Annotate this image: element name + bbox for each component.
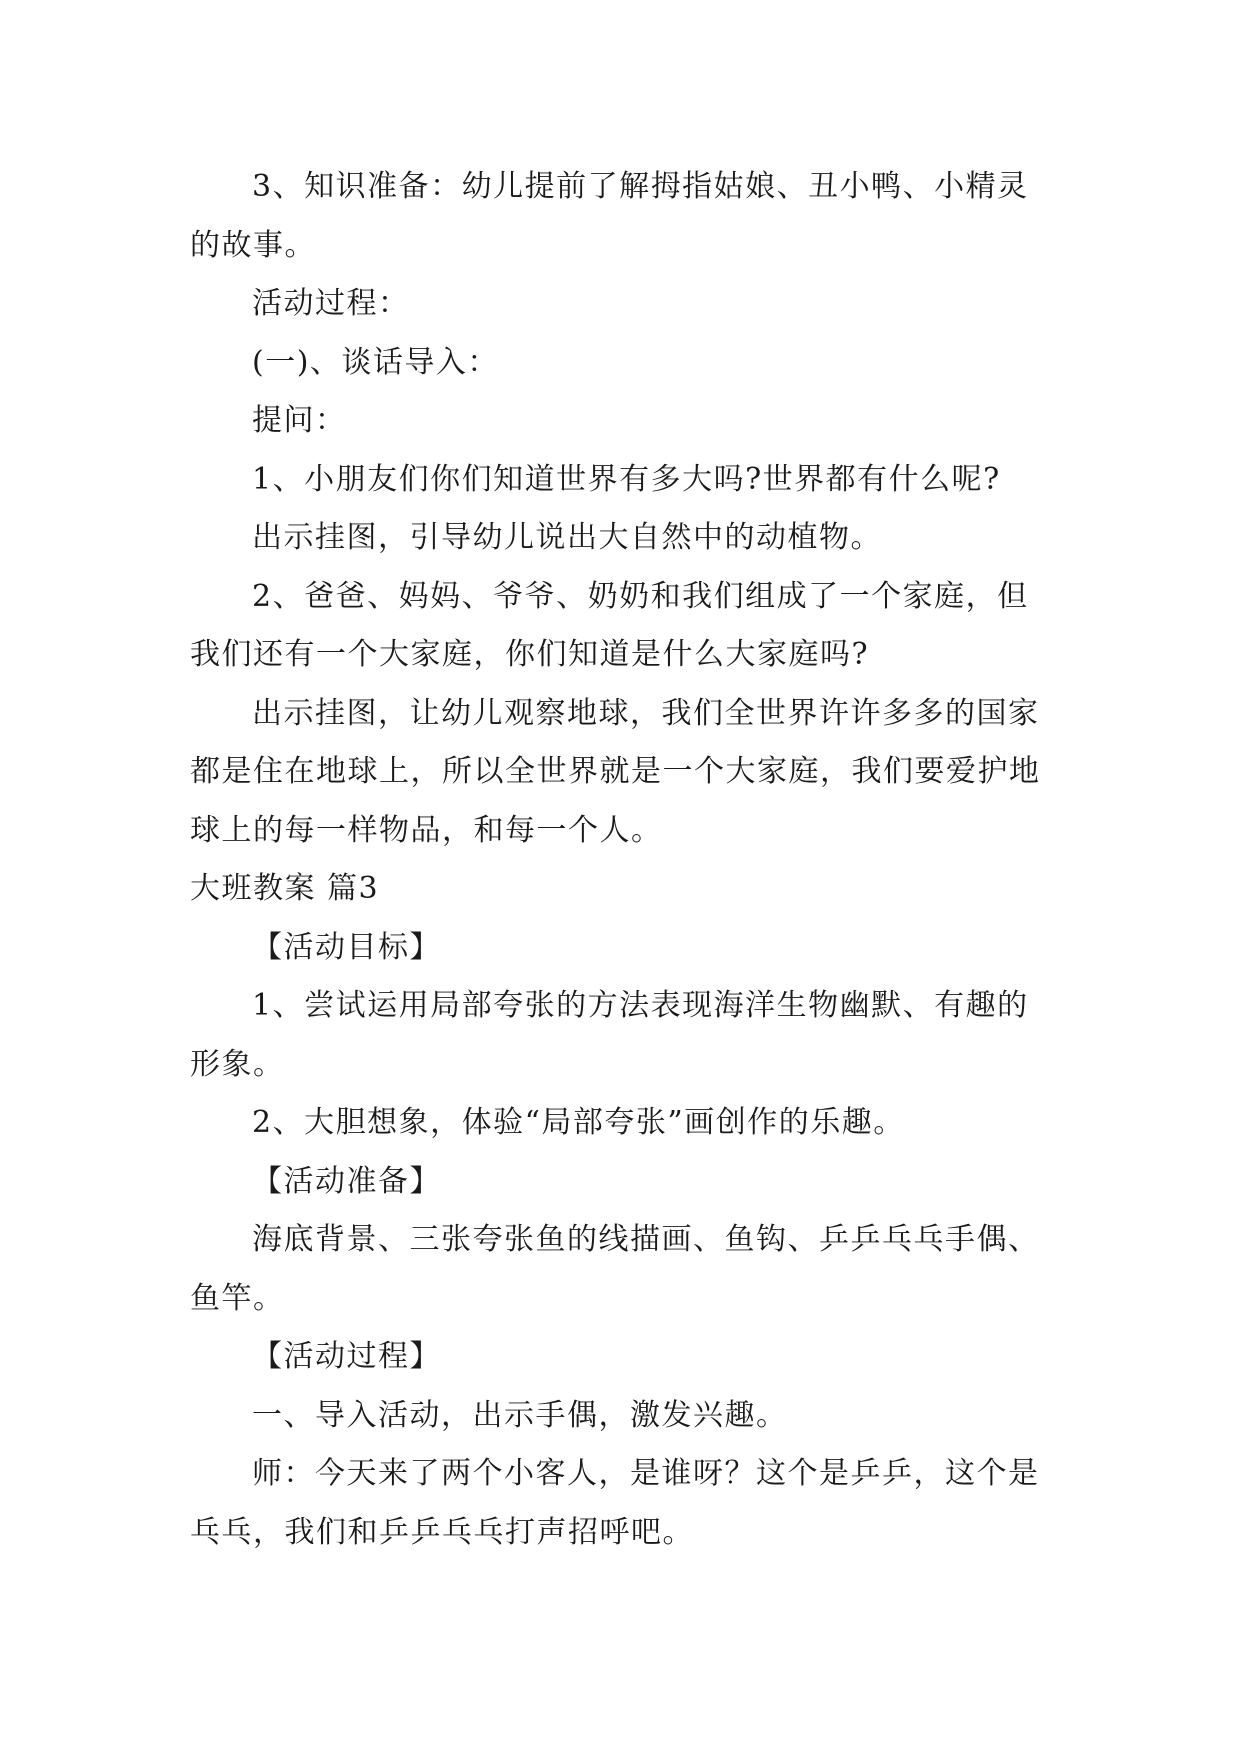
paragraph-question: 提问： <box>252 403 347 438</box>
paragraph-activity-process-2: 【活动过程】 <box>252 1339 441 1374</box>
paragraph-question-2: 2、爸爸、妈妈、爷爷、奶奶和我们组成了一个家庭，但我们还有一个大家庭，你们知道是什么大家庭吗? <box>190 578 1029 672</box>
paragraph-activity-process: 活动过程： <box>252 286 410 321</box>
paragraph-show-chart-1: 出示挂图，引导幼儿说出大自然中的动植物。 <box>252 520 882 555</box>
paragraph-goal-1: 1、尝试运用局部夸张的方法表现海洋生物幽默、有趣的形象。 <box>190 988 1029 1082</box>
document-body <box>190 158 1055 1562</box>
paragraph-question-1: 1、小朋友们你们知道世界有多大吗?世界都有什么呢? <box>252 461 1001 497</box>
paragraph-materials: 海底背景、三张夸张鱼的线描画、鱼钩、乒乒乓乓手偶、鱼竿。 <box>190 1222 1040 1316</box>
paragraph-conversation-intro: (一)、谈话导入： <box>252 344 499 380</box>
paragraph-step-1: 一、导入活动，出示手偶，激发兴趣。 <box>252 1397 788 1433</box>
paragraph-show-chart-2: 出示挂图，让幼儿观察地球，我们全世界许许多多的国家都是住在地球上，所以全世界就是一个大家庭，我们要爱护地球上的每一样物品，和每一个人。 <box>190 695 1041 848</box>
section-heading: 大班教案 篇3 <box>190 871 380 906</box>
paragraph-activity-goals: 【活动目标】 <box>252 929 441 965</box>
paragraph-goal-2: 2、大胆想象，体验“局部夸张”画创作的乐趣。 <box>252 1105 905 1140</box>
paragraph-activity-prep: 【活动准备】 <box>252 1163 441 1199</box>
paragraph-knowledge-prep: 3、知识准备：幼儿提前了解拇指姑娘、丑小鸭、小精灵的故事。 <box>190 169 1029 263</box>
paragraph-teacher-dialogue: 师：今天来了两个小客人，是谁呀？这个是乒乒，这个是乓乓，我们和乒乒乓乓打声招呼吧。 <box>190 1456 1040 1550</box>
